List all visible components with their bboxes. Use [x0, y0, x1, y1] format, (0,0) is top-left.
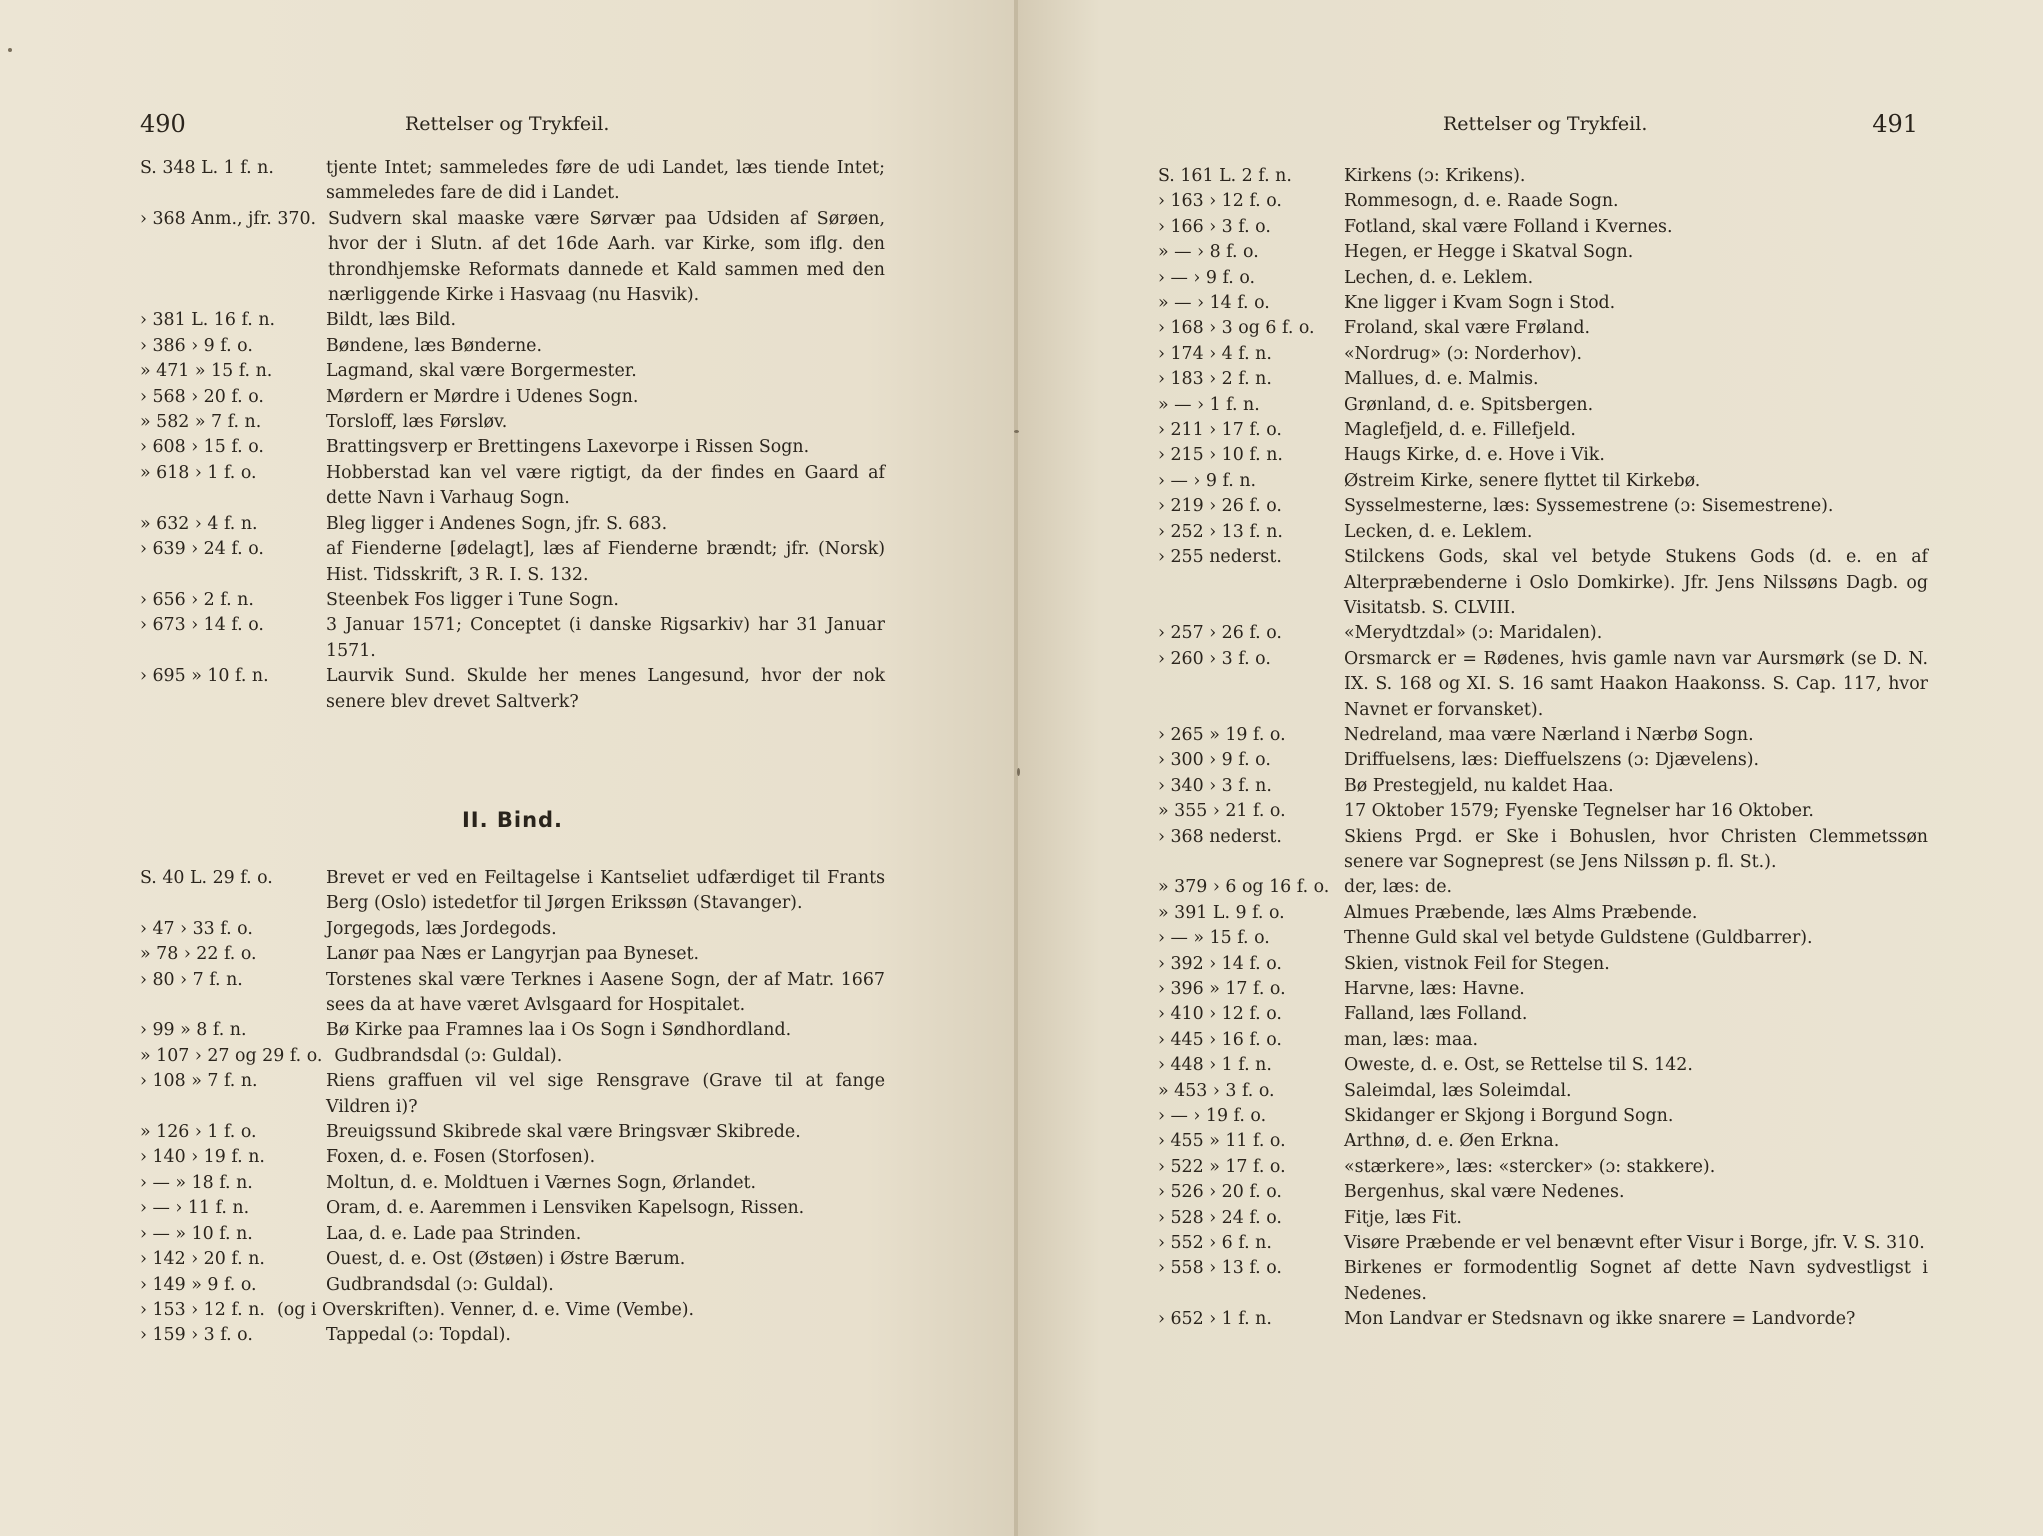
entry-reference: » 126 › 1 f. o. — [140, 1122, 257, 1143]
errata-entry — [1158, 926, 1928, 951]
entry-reference: › 140 › 19 f. n. — [140, 1147, 265, 1168]
entry-reference: › 166 › 3 f. o. — [1158, 216, 1271, 237]
errata-entry — [140, 156, 885, 207]
entry-text: Driffuelsens, læs: Dieffuelszens (ɔ: Djævelens). — [1344, 750, 1760, 771]
errata-entry — [140, 207, 885, 309]
entry-text: der, læs: de. — [1344, 877, 1453, 898]
entry-reference: › 448 › 1 f. n. — [1158, 1055, 1272, 1076]
entry-text: Steenbek Fos ligger i Tune Sogn. — [326, 589, 619, 610]
entry-reference: » 355 › 21 f. o. — [1158, 801, 1286, 822]
entry-reference: S. 161 L. 2 f. n. — [1158, 166, 1292, 186]
entry-reference: » — › 8 f. o. — [1158, 242, 1259, 263]
entry-reference: › 174 › 4 f. n. — [1158, 343, 1272, 364]
entry-reference: › 652 › 1 f. n. — [1158, 1309, 1272, 1330]
errata-entry — [1158, 748, 1928, 773]
entry-reference: » 582 » 7 f. n. — [140, 412, 262, 433]
entry-text: (og i Overskriften). Venner, d. e. Vime (Vembe). — [276, 1299, 695, 1320]
entry-text: Mon Landvar er Stedsnavn og ikke snarere = Landvorde? — [1344, 1309, 1856, 1330]
right-page-header — [1158, 106, 1918, 142]
entry-reference: › 396 » 17 f. o. — [1158, 979, 1286, 999]
errata-entry — [140, 308, 885, 333]
entry-text: Sudvern skal maaske være Sørvær paa Udsiden af Sørøen, hvor der i Slutn. af det 16de Aarh. var Kirke, som iflg. den throndhjemske Reformats dannede et Kald sammen med den nærliggende Kirke i Hasvaag (nu Hasvik). — [328, 208, 885, 306]
entry-text: Jorgegods, læs Jordegods. — [326, 918, 557, 939]
entry-text: Hobberstad kan vel være rigtigt, da der findes en Gaard af dette Navn i Varhaug Sogn. — [326, 462, 885, 509]
errata-entry — [1158, 240, 1928, 265]
entry-reference: › 211 › 17 f. o. — [1158, 420, 1282, 441]
entry-reference: › 522 » 17 f. o. — [1158, 1156, 1286, 1177]
entry-text: Riens graffuen vil vel sige Rensgrave (Grave til at fange Vildren i)? — [326, 1071, 885, 1117]
errata-entry — [140, 664, 885, 715]
entry-text: man, læs: maa. — [1344, 1029, 1479, 1050]
entry-text: Arthnø, d. e. Øen Erkna. — [1344, 1131, 1560, 1152]
entry-reference: › — › 19 f. o. — [1158, 1106, 1267, 1127]
entry-reference: › 159 › 3 f. o. — [140, 1325, 253, 1346]
errata-entry — [1158, 1129, 1928, 1154]
errata-entry — [1158, 774, 1928, 799]
errata-entry — [1158, 1256, 1928, 1307]
entry-text: 3 Januar 1571; Conceptet (i danske Rigsarkiv) har 31 Januar 1571. — [326, 615, 885, 661]
errata-entry — [140, 359, 885, 384]
right-page — [1018, 0, 2043, 1536]
entry-text: Lecken, d. e. Leklem. — [1344, 521, 1533, 542]
running-head: Rettelser og Trykfeil. — [1443, 113, 1648, 135]
errata-entry — [1158, 342, 1928, 367]
entry-text: Fitje, læs Fit. — [1344, 1207, 1462, 1228]
errata-entry — [1158, 520, 1928, 545]
entry-reference: » 107 › 27 og 29 f. o. — [140, 1045, 323, 1066]
entry-reference: › 255 nederst. — [1158, 547, 1282, 568]
paper-speck — [8, 48, 12, 52]
entry-text: Østreim Kirke, senere flyttet til Kirkebø. — [1344, 470, 1701, 491]
entry-text: «Merydtzdal» (ɔ: Maridalen). — [1344, 623, 1603, 644]
entry-reference: » — › 14 f. o. — [1158, 293, 1270, 314]
entry-text: «stærkere», læs: «stercker» (ɔ: stakkere). — [1344, 1156, 1716, 1177]
errata-entry — [140, 1247, 885, 1272]
entry-text: Orsmarck er = Rødenes, hvis gamle navn var Aursmørk (se D. N. IX. S. 168 og XI. S. 16 samt Haakon Haakonss. S. Cap. 117, hvor Navnet er forvansket). — [1344, 648, 1928, 720]
errata-entry — [1158, 545, 1928, 621]
entry-text: Maglefjeld, d. e. Fillefjeld. — [1344, 420, 1576, 441]
entry-text: Torsloff, læs Førsløv. — [326, 412, 508, 433]
entry-reference: › 455 » 11 f. o. — [1158, 1131, 1286, 1152]
errata-entry — [140, 917, 885, 942]
entry-text: Hegen, er Hegge i Skatval Sogn. — [1344, 242, 1634, 263]
errata-entry — [1158, 469, 1928, 494]
entry-reference: › 215 › 10 f. n. — [1158, 445, 1283, 466]
left-page-header — [140, 106, 940, 142]
entry-text: Bø Prestegjeld, nu kaldet Haa. — [1344, 775, 1614, 796]
page-number: 490 — [140, 110, 186, 138]
errata-entry — [1158, 1155, 1928, 1180]
errata-entry — [140, 512, 885, 537]
errata-entry — [140, 461, 885, 512]
errata-entry — [1158, 647, 1928, 723]
entry-reference: › 528 › 24 f. o. — [1158, 1207, 1282, 1228]
entry-reference: › 108 » 7 f. n. — [140, 1071, 258, 1092]
entry-text: Brevet er ved en Feiltagelse i Kantseliet udfærdiget til Frants Berg (Oslo) istedetfor til Jørgen Erikssøn (Stavanger). — [326, 868, 885, 914]
entry-text: af Fienderne [ødelagt], læs af Fienderne brændt; jfr. (Norsk) Hist. Tidsskrift, 3 R. I. S. 132. — [326, 539, 885, 585]
errata-entry — [1158, 443, 1928, 468]
entry-reference: » 618 › 1 f. o. — [140, 462, 257, 483]
entry-reference: › 257 › 26 f. o. — [1158, 623, 1282, 644]
errata-entry — [140, 613, 885, 664]
entry-reference: › — › 9 f. o. — [1158, 267, 1256, 288]
errata-entry — [140, 1044, 885, 1069]
entry-reference: › 568 › 20 f. o. — [140, 386, 264, 407]
entry-reference: › 260 › 3 f. o. — [1158, 648, 1271, 669]
errata-entry — [1158, 1028, 1928, 1053]
entry-text: Bildt, læs Bild. — [326, 310, 457, 331]
entry-text: Torstenes skal være Terknes i Aasene Sogn, der af Matr. 1667 sees da at have været Avlsgaard for Hospitalet. — [326, 969, 885, 1016]
entry-text: Stilckens Gods, skal vel betyde Stukens Gods (d. e. en af Alterpræbenderne i Oslo Domkirke). Jfr. Jens Nilssøns Dagb. og Visitatsb. S. CLVIII. — [1344, 547, 1928, 618]
errata-entry — [140, 435, 885, 460]
entry-text: tjente Intet; sammeledes føre de udi Landet, læs tiende Intet; sammeledes fare de did i Landet. — [326, 158, 885, 204]
entry-reference: › — » 18 f. n. — [140, 1172, 253, 1193]
errata-entry — [1158, 1002, 1928, 1027]
errata-entry — [1158, 799, 1928, 824]
errata-entry — [1158, 1079, 1928, 1104]
errata-entry — [1158, 977, 1928, 1002]
entry-text: Tappedal (ɔ: Topdal). — [326, 1325, 511, 1346]
errata-entry — [1158, 316, 1928, 341]
entry-reference: » 78 › 22 f. o. — [140, 944, 257, 965]
entry-text: Gudbrandsdal (ɔ: Guldal). — [334, 1045, 563, 1066]
entry-text: Haugs Kirke, d. e. Hove i Vik. — [1344, 445, 1605, 466]
errata-entry — [140, 1069, 885, 1120]
errata-entry — [1158, 1180, 1928, 1205]
entry-reference: › 183 › 2 f. n. — [1158, 369, 1272, 390]
entry-text: Skiens Prgd. er Ske i Bohuslen, hvor Christen Clemmetssøn senere var Sogneprest (se Jens Nilssøn p. fl. St.). — [1344, 826, 1928, 872]
errata-entry — [1158, 1053, 1928, 1078]
errata-entry — [140, 385, 885, 410]
errata-entry — [1158, 393, 1928, 418]
entry-reference: › 149 » 9 f. o. — [140, 1274, 257, 1295]
entry-reference: › 368 Anm., jfr. 370. — [140, 208, 317, 229]
errata-entry — [1158, 1231, 1928, 1256]
entry-text: Moltun, d. e. Moldtuen i Værnes Sogn, Ørlandet. — [326, 1172, 757, 1193]
entry-reference: › — › 11 f. n. — [140, 1198, 250, 1219]
entry-text: Almues Præbende, læs Alms Præbende. — [1344, 902, 1698, 923]
entry-text: Lanør paa Næs er Langyrjan paa Byneset. — [326, 944, 700, 965]
errata-entry — [140, 1145, 885, 1170]
entry-text: Skidanger er Skjong i Borgund Sogn. — [1344, 1106, 1674, 1127]
entry-text: Brattingsverp er Brettingens Laxevorpe i Rissen Sogn. — [326, 437, 810, 458]
entry-reference: › 300 › 9 f. o. — [1158, 750, 1271, 771]
page-number: 491 — [1872, 110, 1918, 138]
errata-entry — [140, 410, 885, 435]
entry-text: Bergenhus, skal være Nedenes. — [1344, 1182, 1625, 1203]
entry-reference: › 552 › 6 f. n. — [1158, 1233, 1272, 1254]
errata-entry — [1158, 164, 1928, 189]
paper-speck — [1017, 768, 1020, 776]
entry-reference: › 445 › 16 f. o. — [1158, 1029, 1282, 1050]
entry-text: Birkenes er formodentlig Sognet af dette Navn sydvestligst i Nedenes. — [1344, 1258, 1928, 1304]
errata-entry — [1158, 291, 1928, 316]
entry-reference: › 99 » 8 f. n. — [140, 1020, 247, 1041]
entry-reference: › 368 nederst. — [1158, 826, 1282, 847]
entry-reference: S. 348 L. 1 f. n. — [140, 158, 274, 178]
entry-text: Sysselmesterne, læs: Syssemestrene (ɔ: Sisemestrene). — [1344, 496, 1834, 517]
entry-reference: › 558 › 13 f. o. — [1158, 1258, 1282, 1279]
entry-text: Saleimdal, læs Soleimdal. — [1344, 1080, 1572, 1101]
entry-reference: » 471 » 15 f. n. — [140, 361, 273, 382]
entry-reference: › 168 › 3 og 6 f. o. — [1158, 318, 1315, 339]
entry-reference: › 386 › 9 f. o. — [140, 335, 253, 356]
entry-text: Harvne, læs: Havne. — [1344, 979, 1525, 999]
errata-entry — [140, 968, 885, 1019]
paper-speck — [1014, 430, 1019, 433]
entry-text: Nedreland, maa være Nærland i Nærbø Sogn. — [1344, 724, 1754, 745]
errata-entry — [1158, 1104, 1928, 1129]
entry-reference: » 453 › 3 f. o. — [1158, 1080, 1275, 1101]
entry-text: Lechen, d. e. Leklem. — [1344, 267, 1534, 288]
entry-reference: › — › 9 f. n. — [1158, 470, 1257, 491]
entry-reference: › 265 » 19 f. o. — [1158, 724, 1286, 745]
entry-reference: › 639 › 24 f. o. — [140, 539, 264, 560]
errata-entry — [140, 1273, 885, 1298]
errata-entry — [1158, 1206, 1928, 1231]
entry-text: Mallues, d. e. Malmis. — [1344, 369, 1539, 390]
entry-text: Kirkens (ɔ: Krikens). — [1344, 166, 1526, 186]
errata-list — [140, 156, 885, 715]
entry-text: Bleg ligger i Andenes Sogn, jfr. S. 683. — [326, 513, 668, 534]
errata-entry — [140, 334, 885, 359]
entry-reference: › 219 › 26 f. o. — [1158, 496, 1282, 517]
entry-text: Foxen, d. e. Fosen (Storfosen). — [326, 1147, 596, 1168]
entry-text: Oweste, d. e. Ost, se Rettelse til S. 142. — [1344, 1055, 1693, 1076]
entry-reference: › 392 › 14 f. o. — [1158, 953, 1282, 974]
entry-reference: › 163 › 12 f. o. — [1158, 191, 1282, 212]
entry-text: Fotland, skal være Folland i Kvernes. — [1344, 216, 1673, 237]
errata-entry — [1158, 266, 1928, 291]
entry-reference: › 526 › 20 f. o. — [1158, 1182, 1282, 1203]
entry-reference: » 379 › 6 og 16 f. o. — [1158, 877, 1330, 898]
entry-text: Mørdern er Mørdre i Udenes Sogn. — [326, 386, 639, 407]
errata-entry — [1158, 418, 1928, 443]
entry-reference: › 252 › 13 f. n. — [1158, 521, 1283, 542]
entry-text: Froland, skal være Frøland. — [1344, 318, 1591, 339]
errata-list — [1158, 164, 1928, 1333]
entry-text: Gudbrandsdal (ɔ: Guldal). — [326, 1274, 554, 1295]
entry-reference: › 340 › 3 f. n. — [1158, 775, 1272, 796]
errata-entry — [1158, 189, 1928, 214]
entry-text: Ouest, d. e. Ost (Østøen) i Østre Bærum. — [326, 1249, 686, 1270]
entry-reference: › 673 › 14 f. o. — [140, 615, 264, 636]
running-head: Rettelser og Trykfeil. — [405, 113, 610, 135]
section-title: II. Bind. — [461, 808, 564, 832]
errata-entry — [1158, 621, 1928, 646]
entry-text: Oram, d. e. Aaremmen i Lensviken Kapelsogn, Rissen. — [326, 1198, 805, 1219]
errata-entry — [140, 1222, 885, 1247]
entry-reference: › 381 L. 16 f. n. — [140, 310, 276, 331]
errata-list-volume-2 — [140, 866, 885, 1349]
entry-text: Kne ligger i Kvam Sogn i Stod. — [1344, 293, 1616, 314]
entry-reference: › 47 › 33 f. o. — [140, 918, 253, 939]
entry-text: 17 Oktober 1579; Fyenske Tegnelser har 16 Oktober. — [1344, 801, 1814, 822]
left-page — [0, 0, 1018, 1536]
entry-reference: › 153 › 12 f. n. — [140, 1299, 265, 1320]
errata-entry — [1158, 215, 1928, 240]
errata-entry — [1158, 825, 1928, 876]
errata-entry — [1158, 367, 1928, 392]
entry-reference: S. 40 L. 29 f. o. — [140, 868, 273, 888]
entry-text: «Nordrug» (ɔ: Norderhov). — [1344, 343, 1583, 364]
errata-entry — [140, 1196, 885, 1221]
entry-reference: › 608 › 15 f. o. — [140, 437, 264, 458]
errata-entry — [140, 537, 885, 588]
errata-entry — [1158, 723, 1928, 748]
errata-entry — [140, 1298, 885, 1323]
errata-entry — [1158, 901, 1928, 926]
errata-entry — [140, 588, 885, 613]
entry-text: Skien, vistnok Feil for Stegen. — [1344, 953, 1610, 974]
entry-text: Laurvik Sund. Skulde her menes Langesund, hvor der nok senere blev drevet Saltverk? — [326, 666, 885, 712]
entry-text: Lagmand, skal være Borgermester. — [326, 361, 637, 382]
entry-reference: » — › 1 f. n. — [1158, 394, 1260, 415]
errata-entry — [1158, 1307, 1928, 1332]
entry-reference: » 391 L. 9 f. o. — [1158, 902, 1285, 923]
errata-entry — [1158, 494, 1928, 519]
errata-entry — [140, 866, 885, 917]
entry-text: Bøndene, læs Bønderne. — [326, 335, 542, 356]
errata-entry — [1158, 952, 1928, 977]
entry-text: Falland, læs Folland. — [1344, 1004, 1528, 1025]
entry-reference: › 142 › 20 f. n. — [140, 1249, 265, 1270]
errata-entry — [140, 1323, 885, 1348]
entry-reference: › 695 » 10 f. n. — [140, 666, 269, 687]
entry-reference: › — » 10 f. n. — [140, 1223, 253, 1244]
entry-reference: › — » 15 f. o. — [1158, 928, 1270, 949]
errata-entry — [140, 1171, 885, 1196]
errata-entry — [1158, 875, 1928, 900]
entry-reference: › 80 › 7 f. n. — [140, 969, 243, 990]
errata-entry — [140, 1018, 885, 1043]
entry-reference: › 656 › 2 f. n. — [140, 589, 254, 610]
entry-text: Visøre Præbende er vel benævnt efter Visur i Borge, jfr. V. S. 310. — [1344, 1233, 1925, 1254]
entry-text: Rommesogn, d. e. Raade Sogn. — [1344, 191, 1619, 212]
entry-text: Laa, d. e. Lade paa Strinden. — [326, 1223, 582, 1244]
entry-reference: » 632 › 4 f. n. — [140, 513, 258, 534]
entry-text: Grønland, d. e. Spitsbergen. — [1344, 394, 1594, 415]
entry-reference: › 410 › 12 f. o. — [1158, 1004, 1282, 1025]
entry-text: Bø Kirke paa Framnes laa i Os Sogn i Søndhordland. — [326, 1020, 792, 1041]
entry-text: Breuigssund Skibrede skal være Bringsvær Skibrede. — [326, 1122, 801, 1143]
errata-entry — [140, 942, 885, 967]
entry-text: Thenne Guld skal vel betyde Guldstene (Guldbarrer). — [1344, 928, 1813, 949]
errata-entry — [140, 1120, 885, 1145]
